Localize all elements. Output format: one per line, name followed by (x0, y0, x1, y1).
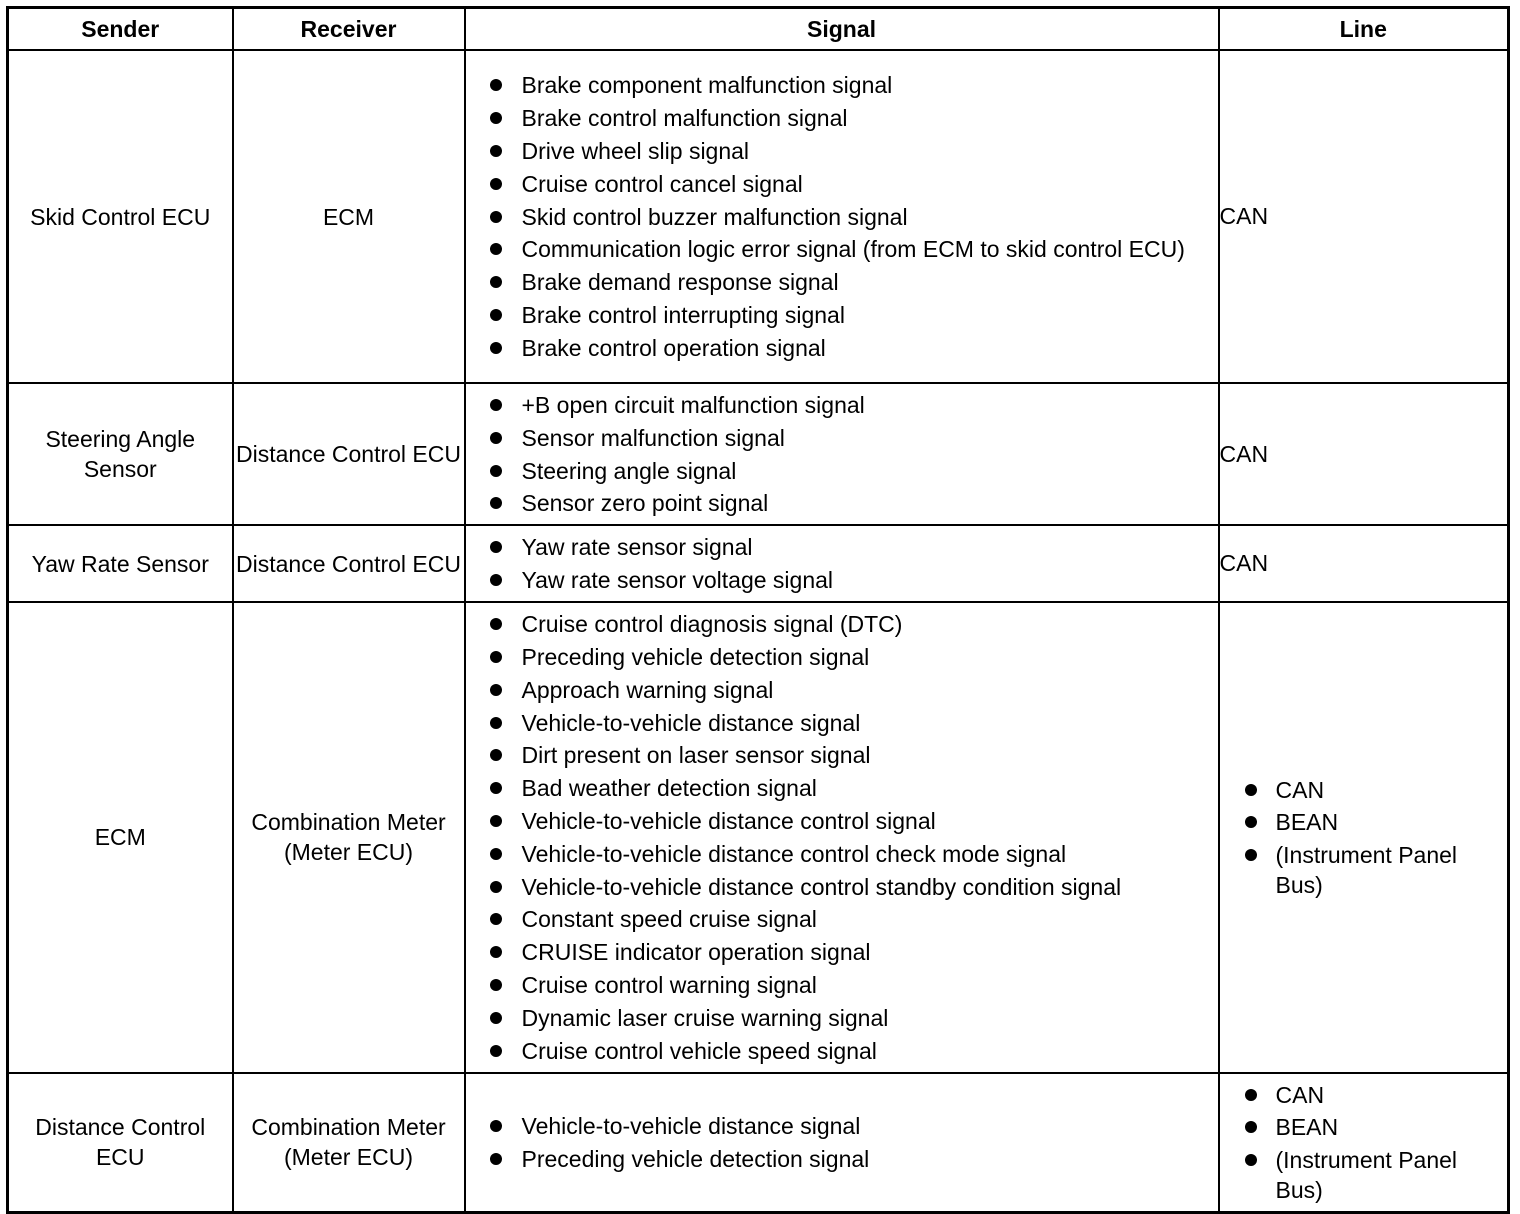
line-item (1220, 775, 1508, 805)
signal-cell (465, 50, 1219, 383)
signal-item (466, 773, 1218, 803)
bullet-icon (490, 465, 502, 477)
bullet-icon (490, 618, 502, 630)
line-item (1220, 807, 1508, 837)
signal-item (466, 1111, 1218, 1141)
bullet-icon (490, 717, 502, 729)
signal-text: Preceding vehicle detection signal (521, 1145, 870, 1172)
signal-item (466, 970, 1218, 1000)
signal-cell (465, 1073, 1219, 1213)
sender-cell: Steering Angle Sensor (8, 383, 233, 525)
signal-text: Cruise control warning signal (521, 971, 817, 998)
signal-text: Vehicle-to-vehicle distance control check mode signal (521, 840, 1067, 867)
bullet-icon (490, 309, 502, 321)
bullet-icon (490, 782, 502, 794)
signal-text: CRUISE indicator operation signal (521, 939, 871, 966)
signal-item (466, 70, 1218, 100)
bullet-icon (490, 399, 502, 411)
signal-text: Preceding vehicle detection signal (521, 643, 870, 670)
table-row (8, 525, 1509, 602)
table-row (8, 50, 1509, 383)
signal-item (466, 565, 1218, 595)
signal-table (6, 6, 1510, 1214)
line-cell (1219, 1073, 1509, 1213)
signal-text: Brake demand response signal (521, 269, 839, 296)
signal-text: Sensor malfunction signal (521, 424, 785, 451)
receiver-cell: ECM (233, 50, 465, 383)
line-item (1220, 1080, 1508, 1110)
signal-text: Vehicle-to-vehicle distance signal (521, 1112, 861, 1139)
bullet-icon (1245, 816, 1257, 828)
table-row (8, 383, 1509, 525)
bullet-icon (490, 1120, 502, 1132)
signal-item (466, 675, 1218, 705)
signal-item (466, 456, 1218, 486)
bullet-icon (490, 243, 502, 255)
signal-item (466, 333, 1218, 363)
signal-text: Dynamic laser cruise warning signal (521, 1004, 889, 1031)
signal-cell (465, 383, 1219, 525)
bullet-icon (1245, 1089, 1257, 1101)
bullet-icon (1245, 1154, 1257, 1166)
sender-cell: ECM (8, 602, 233, 1072)
signal-item (466, 740, 1218, 770)
signal-text: Yaw rate sensor signal (521, 534, 753, 561)
table-body (8, 50, 1509, 1213)
table-row (8, 602, 1509, 1072)
signal-item (466, 904, 1218, 934)
signal-item (466, 872, 1218, 902)
bullet-icon (490, 79, 502, 91)
signal-text: Steering angle signal (521, 457, 737, 484)
bullet-icon (490, 913, 502, 925)
signal-text: Vehicle-to-vehicle distance signal (521, 709, 861, 736)
signal-item (466, 488, 1218, 518)
bullet-icon (490, 946, 502, 958)
bullet-icon (1245, 849, 1257, 861)
signal-list (466, 1105, 1218, 1180)
signal-item (466, 267, 1218, 297)
bullet-icon (490, 145, 502, 157)
signal-text: Vehicle-to-vehicle distance control standby condition signal (521, 873, 1122, 900)
signal-text: Drive wheel slip signal (521, 137, 750, 164)
bullet-icon (490, 432, 502, 444)
line-text: BEAN (1275, 1114, 1339, 1141)
receiver-cell: Distance Control ECU (233, 383, 465, 525)
signal-list (466, 64, 1218, 368)
line-text: CAN (1275, 776, 1325, 803)
signal-text: Skid control buzzer malfunction signal (521, 203, 908, 230)
signal-item (466, 136, 1218, 166)
signal-list (466, 603, 1218, 1071)
signal-item (466, 390, 1218, 420)
receiver-cell: Distance Control ECU (233, 525, 465, 602)
signal-text: Cruise control vehicle speed signal (521, 1037, 877, 1064)
signal-text: Brake control operation signal (521, 334, 826, 361)
signal-text: Sensor zero point signal (521, 490, 769, 517)
bullet-icon (1245, 784, 1257, 796)
bullet-icon (490, 979, 502, 991)
signal-item (466, 839, 1218, 869)
bullet-icon (490, 815, 502, 827)
bullet-icon (490, 1153, 502, 1165)
line-text: CAN (1275, 1081, 1325, 1108)
signal-text: Bad weather detection signal (521, 775, 817, 802)
bullet-icon (490, 497, 502, 509)
bullet-icon (490, 112, 502, 124)
bullet-icon (490, 684, 502, 696)
receiver-cell: Combination Meter (Meter ECU) (233, 602, 465, 1072)
bullet-icon (490, 749, 502, 761)
signal-item (466, 169, 1218, 199)
line-cell: CAN (1219, 50, 1509, 383)
signal-item (466, 708, 1218, 738)
line-list (1220, 769, 1508, 907)
signal-cell (465, 602, 1219, 1072)
bullet-icon (490, 574, 502, 586)
line-text: BEAN (1275, 809, 1339, 836)
bullet-icon (490, 848, 502, 860)
signal-text: Vehicle-to-vehicle distance control signal (521, 807, 936, 834)
signal-item (466, 1144, 1218, 1174)
line-cell: CAN (1219, 383, 1509, 525)
sender-cell: Yaw Rate Sensor (8, 525, 233, 602)
signal-text: Cruise control cancel signal (521, 170, 803, 197)
table-row (8, 1073, 1509, 1213)
bullet-icon (490, 178, 502, 190)
signal-text: Cruise control diagnosis signal (DTC) (521, 611, 903, 638)
bullet-icon (490, 1045, 502, 1057)
signal-text: Brake component malfunction signal (521, 72, 893, 99)
line-cell: CAN (1219, 525, 1509, 602)
signal-text: +B open circuit malfunction signal (521, 392, 865, 418)
signal-item (466, 609, 1218, 639)
header-line: Line (1219, 8, 1509, 51)
line-cell (1219, 602, 1509, 1072)
header-signal: Signal (465, 8, 1219, 51)
signal-item (466, 806, 1218, 836)
header-row (8, 8, 1509, 51)
signal-item (466, 202, 1218, 232)
receiver-cell: Combination Meter (Meter ECU) (233, 1073, 465, 1213)
signal-text: Approach warning signal (521, 676, 774, 703)
bullet-icon (490, 541, 502, 553)
signal-item (466, 423, 1218, 453)
signal-item (466, 532, 1218, 562)
signal-item (466, 234, 1218, 264)
signal-text: Yaw rate sensor voltage signal (521, 567, 834, 594)
bullet-icon (490, 881, 502, 893)
line-text: (Instrument Panel Bus) (1275, 842, 1458, 899)
signal-text: Brake control malfunction signal (521, 105, 848, 132)
bullet-icon (490, 1012, 502, 1024)
line-text: (Instrument Panel Bus) (1275, 1147, 1458, 1204)
signal-list (466, 384, 1218, 524)
signal-text: Brake control interrupting signal (521, 301, 845, 328)
signal-item (466, 103, 1218, 133)
signal-text: Dirt present on laser sensor signal (521, 742, 871, 769)
line-item (1220, 1145, 1508, 1205)
bullet-icon (490, 276, 502, 288)
line-item (1220, 1112, 1508, 1142)
line-item (1220, 840, 1508, 900)
header-sender: Sender (8, 8, 233, 51)
line-list (1220, 1074, 1508, 1212)
bullet-icon (490, 211, 502, 223)
bullet-icon (490, 651, 502, 663)
bullet-icon (1245, 1121, 1257, 1133)
signal-item (466, 642, 1218, 672)
signal-item (466, 1036, 1218, 1066)
bullet-icon (490, 342, 502, 354)
signal-item (466, 1003, 1218, 1033)
signal-item (466, 300, 1218, 330)
sender-cell: Distance Control ECU (8, 1073, 233, 1213)
signal-cell (465, 525, 1219, 602)
header-receiver: Receiver (233, 8, 465, 51)
sender-cell: Skid Control ECU (8, 50, 233, 383)
signal-text: Communication logic error signal (from ECM to skid control ECU) (521, 236, 1185, 263)
signal-list (466, 526, 1218, 601)
signal-text: Constant speed cruise signal (521, 906, 817, 933)
signal-item (466, 937, 1218, 967)
